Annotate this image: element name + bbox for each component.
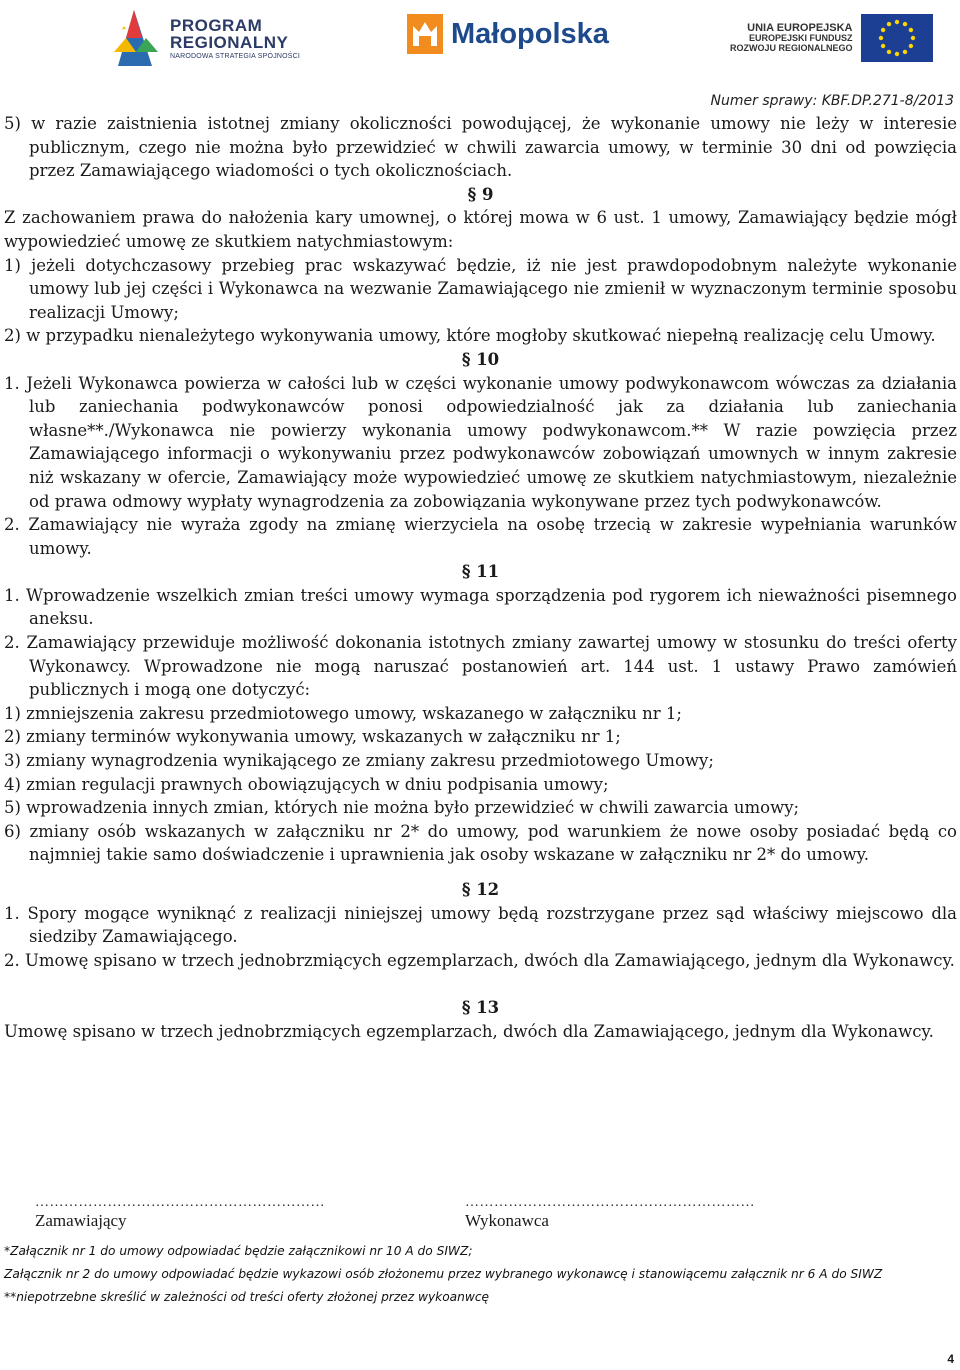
signature-label-zamawiajacy: Zamawiający [35,1211,127,1230]
program-regionalny-logo [112,8,300,68]
section-11-list-1: 1) zmniejszenia zakresu przedmiotowego umowy, wskazanego w załączniku nr 1; [4,703,682,723]
eu-logo [730,14,933,62]
section-11-item-2: 2. Zamawiający przewiduje możliwość dokonania istotnych zmiany zawartej umowy w stosunku do treści oferty Wykonawcy. Wprowadzone nie mogą naruszać postanowień art. 144 ust. 1 ustawy Prawo zamówień publicznych i mogą one dotyczyć: [4,633,957,700]
eu-flag-icon [861,14,933,62]
footnote-2: Załącznik nr 2 do umowy odpowiadać będzie wykazowi osób złożonemu przez wybranego wykonawcę i stanowiącemu załącznik nr 6 A do SIWZ [4,1267,883,1281]
section-11-list-3: 3) zmiany wynagrodzenia wynikającego ze zmiany zakresu przedmiotowego Umowy; [4,751,714,771]
spacer [4,972,957,996]
footnote-1: *Załącznik nr 1 do umowy odpowiadać będzie załącznikowi nr 10 A do SIWZ; [4,1244,473,1258]
malopolska-logo [405,12,609,56]
spacer [4,867,957,878]
footnote-3: **niepotrzebne skreślić w zależności od treści oferty złożonej przez wykoanwcę [4,1290,490,1304]
section-10-item-1: 1. Jeżeli Wykonawca powierza w całości lub w części wykonanie umowy podwykonawcom wówczas za działania lub zaniechania podwykonawców ponosi odpowiedzialność jak za działania lub zaniechania własne**./Wykonawca nie powierzy wykonania umowy podwykonawcom.** W razie powzięcia przez Zamawiającego informacji o wykonywaniu przez podwykonawców zobowiązań umownych w innym zakresie niż wskazany w ofercie, Zamawiający może wypowiedzieć umowę ze skutkiem natychmiastowym, niezależnie od prawa odmowy wypłaty wynagrodzenia za zobowiązania wykonywane przez tych podwykonawców. [4,373,957,511]
eu-label: UNIA EUROPEJSKA [747,22,853,35]
section-sign-icon: § [461,562,471,582]
section-10-heading [4,348,957,372]
section-12-heading [4,878,957,902]
section-13-text: Umowę spisano w trzech jednobrzmiących egzemplarzach, dwóch dla Zamawiającego, jednym dla Wykonawcy. [4,1021,934,1041]
section-9-heading [4,183,957,207]
signature-line-right: …………………………………………………… [465,1195,755,1210]
fund-label: EUROPEJSKI FUNDUSZ [749,33,853,44]
section-11-list-2: 2) zmiany terminów wykonywania umowy, wskazanych w załączniku nr 1; [4,727,621,747]
section-9-number: 9 [481,184,494,204]
section-13-number: 13 [476,998,500,1018]
program-regionalny-emblem-icon [112,8,160,68]
signature-line-left: …………………………………………………… [35,1195,325,1210]
section-11-list-5: 5) wprowadzenia innych zmian, których nie można było przewidzieć w chwili zawarcia umowy; [4,798,800,818]
malopolska-emblem-icon [405,12,445,56]
section-sign-icon: § [461,349,471,369]
section-11-list-4: 4) zmian regulacji prawnych obowiązujących w dniu podpisania umowy; [4,774,609,794]
fund-label-2: ROZWOJU REGIONALNEGO [730,43,853,54]
section-11-heading [4,560,957,584]
page-header [0,0,960,80]
footnotes [4,1240,959,1309]
signature-label-wykonawca: Wykonawca [465,1211,549,1230]
section-10-item-2: 2. Zamawiający nie wyraża zgody na zmianę wierzyciela na osobę trzecią w zakresie wypełniania warunków umowy. [4,515,957,558]
section-11-number: 11 [476,562,500,582]
section-sign-icon: § [461,998,471,1018]
page-number: 4 [947,1352,954,1366]
point-5: 5) w razie zaistnienia istotnej zmiany okoliczności powodującej, że wykonanie umowy nie leży w interesie publicznym, czego nie można było przewidzieć w chwili zawarcia umowy, w terminie 30 dni od powzięcia przez Zamawiającego wiadomości o tych okolicznościach. [4,114,957,181]
section-9-intro: Z zachowaniem prawa do nałożenia kary umownej, o której mowa w 6 ust. 1 umowy, Zamawiający będzie mógł wypowiedzieć umowę ze skutkiem natychmiastowym: [4,208,957,251]
section-12-item-1: 1. Spory mogące wyniknąć z realizacji niniejszej umowy będą rozstrzygane przez sąd właściwy miejscowo dla siedziby Zamawiającego. [4,903,957,947]
strategia-label: NARODOWA STRATEGIA SPÓJNOŚCI [170,52,301,60]
program-label: PROGRAM [170,15,263,35]
document-body [4,112,957,1044]
section-9-item-1: 1) jeżeli dotychczasowy przebieg prac wskazywać będzie, iż nie jest prawdopodobnym należyte wykonanie umowy lub jej części i Wykonawca na wezwanie Zamawiającego nie zmienił w wyznaczonym terminie sposobu realizacji Umowy; [4,255,957,322]
section-11-item-1: 1. Wprowadzenie wszelkich zmian treści umowy wymaga sporządzenia pod rygorem ich nieważności pisemnego aneksu. [4,585,957,629]
case-number: Numer sprawy: KBF.DP.271-8/2013 [710,93,954,109]
signature-left [35,1195,325,1231]
regionalny-label: REGIONALNY [170,32,289,52]
section-12-number: 12 [476,880,500,899]
section-13-heading [4,996,957,1020]
section-sign-icon: § [461,880,471,899]
section-sign-icon: § [467,184,477,204]
section-10-number: 10 [476,349,500,369]
section-12-item-2: 2. Umowę spisano w trzech jednobrzmiących egzemplarzach, dwóch dla Zamawiającego, jednym dla Wykonawcy. [4,950,955,970]
signature-right [465,1195,755,1231]
malopolska-label: Małopolska [451,17,609,50]
section-11-list-6: 6) zmiany osób wskazanych w załączniku nr 2* do umowy, pod warunkiem że nowe osoby posiadać będą co najmniej takie samo doświadczenie i uprawnienia jak osoby wskazane w załączniku nr 2* do umowy. [4,821,957,865]
section-9-item-2: 2) w przypadku nienależytego wykonywania umowy, które mogłoby skutkować niepełną realizację celu Umowy. [4,326,936,346]
